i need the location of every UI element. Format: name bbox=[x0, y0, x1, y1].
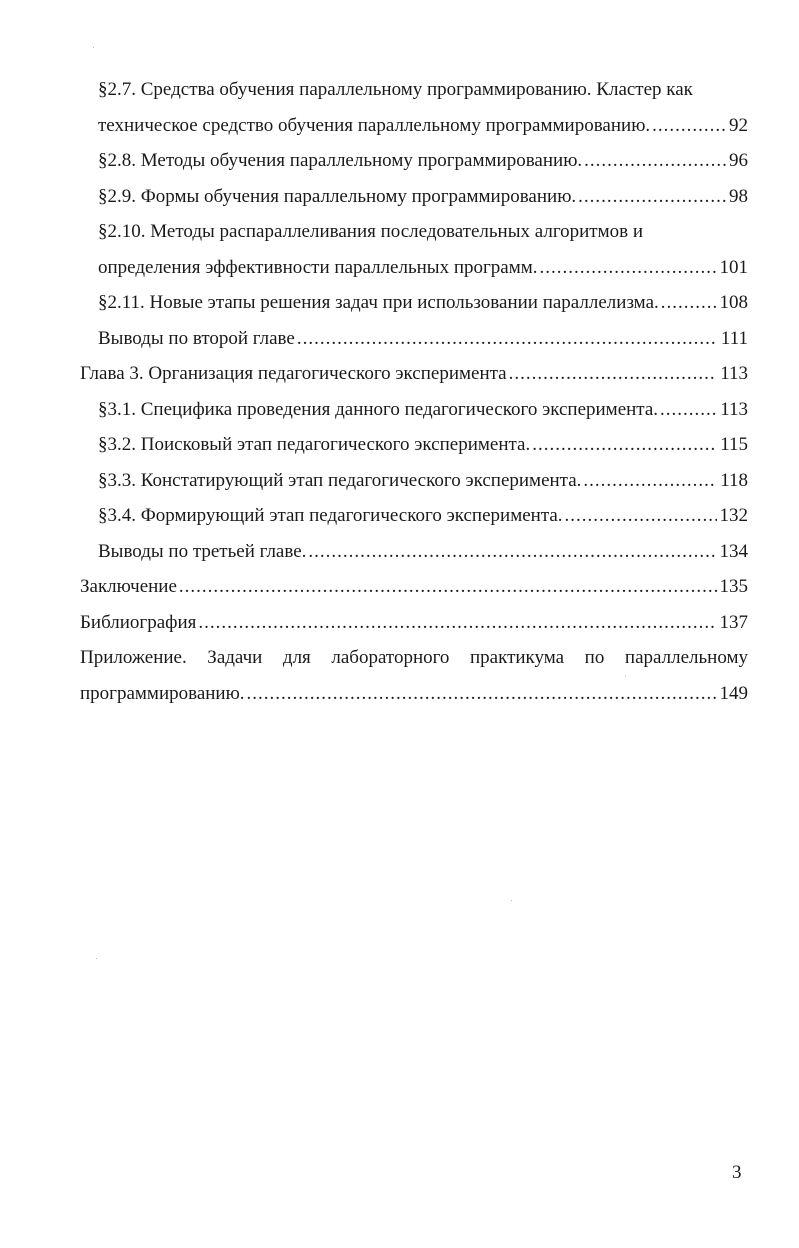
dot-leader bbox=[198, 605, 716, 641]
table-of-contents bbox=[80, 72, 748, 711]
dot-leader bbox=[247, 676, 717, 712]
toc-entry-title: §2.10. Методы распараллеливания последовательных алгоритмов и bbox=[98, 221, 644, 242]
toc-entry-2-8 bbox=[80, 143, 748, 179]
dot-leader bbox=[584, 143, 726, 179]
toc-entry-page: 98 bbox=[729, 185, 748, 207]
toc-entry-title: §3.3. Констатирующий этап педагогического эксперимента. bbox=[98, 469, 582, 491]
toc-entry-page: 96 bbox=[729, 150, 748, 171]
toc-entry-title: программированию. bbox=[80, 682, 245, 704]
toc-entry-2-7 bbox=[80, 108, 748, 144]
toc-entry-3-4 bbox=[80, 498, 748, 534]
toc-entry-2-9 bbox=[80, 179, 748, 215]
toc-entry-conclusion bbox=[80, 569, 748, 605]
toc-entry-2-10 bbox=[80, 250, 748, 286]
toc-entry-title: Заключение bbox=[80, 576, 177, 597]
toc-entry-title: §2.11. Новые этапы решения задач при использовании параллелизма. bbox=[98, 292, 659, 313]
toc-entry-page: 111 bbox=[720, 327, 748, 349]
toc-entry-page: 113 bbox=[720, 363, 748, 384]
toc-entry-page: 135 bbox=[719, 576, 748, 597]
toc-entry-page: 137 bbox=[719, 611, 748, 633]
toc-entry-page: 108 bbox=[719, 292, 748, 313]
toc-entry-page: 113 bbox=[720, 398, 748, 420]
toc-entry-title: Глава 3. Организация педагогического эксперимента bbox=[80, 363, 507, 384]
toc-entry-page: 118 bbox=[720, 469, 748, 491]
scan-speck bbox=[96, 958, 97, 959]
toc-entry-2-7-line1 bbox=[80, 72, 748, 108]
dot-leader bbox=[532, 427, 717, 463]
toc-entry-page: 149 bbox=[719, 682, 748, 704]
scan-speck bbox=[625, 676, 626, 677]
dot-leader bbox=[179, 569, 717, 605]
toc-entry-page: 115 bbox=[720, 434, 748, 455]
toc-entry-title: Выводы по второй главе bbox=[98, 327, 295, 349]
toc-entry-3-2 bbox=[80, 427, 748, 463]
scan-speck bbox=[93, 47, 94, 48]
dot-leader bbox=[660, 392, 717, 428]
toc-entry-chapter-3 bbox=[80, 356, 748, 392]
toc-entry-page: 92 bbox=[729, 114, 748, 136]
dot-leader bbox=[661, 285, 717, 321]
dot-leader bbox=[308, 534, 716, 570]
toc-entry-bibliography bbox=[80, 605, 748, 641]
dot-leader bbox=[652, 108, 726, 144]
toc-entry-title: §2.8. Методы обучения параллельному программированию. bbox=[98, 150, 583, 171]
toc-entry-title: §3.4. Формирующий этап педагогического эксперимента. bbox=[98, 505, 563, 526]
dot-leader bbox=[297, 321, 718, 357]
scan-speck bbox=[511, 900, 512, 901]
toc-entry-page: 132 bbox=[719, 505, 748, 526]
toc-entry-title: Приложение. Задачи для лабораторного практикума по параллельному bbox=[80, 647, 748, 668]
dot-leader bbox=[540, 250, 717, 286]
toc-entry-title: §3.1. Специфика проведения данного педагогического эксперимента. bbox=[98, 398, 659, 420]
toc-entry-page: 101 bbox=[719, 256, 748, 278]
toc-entry-title: Выводы по третьей главе. bbox=[98, 540, 307, 562]
toc-entry-page: 134 bbox=[719, 540, 748, 562]
toc-entry-appendix bbox=[80, 676, 748, 712]
toc-entry-title: Библиография bbox=[80, 611, 197, 633]
toc-entry-title: §2.7. Средства обучения параллельному программированию. Кластер как bbox=[98, 79, 693, 100]
toc-entry-title: §2.9. Формы обучения параллельному программированию. bbox=[98, 185, 577, 207]
dot-leader bbox=[509, 356, 718, 392]
toc-entry-3-1 bbox=[80, 392, 748, 428]
page-number: 3 bbox=[732, 1162, 742, 1183]
toc-entry-3-3 bbox=[80, 463, 748, 499]
toc-entry-title: техническое средство обучения параллельному программированию. bbox=[98, 114, 651, 136]
dot-leader bbox=[565, 498, 717, 534]
toc-entry-chapter3-conclusions bbox=[80, 534, 748, 570]
dot-leader bbox=[578, 179, 726, 215]
toc-entry-chapter2-conclusions bbox=[80, 321, 748, 357]
toc-entry-title: определения эффективности параллельных программ. bbox=[98, 256, 538, 278]
toc-entry-title: §3.2. Поисковый этап педагогического эксперимента. bbox=[98, 434, 531, 455]
toc-entry-appendix-line1 bbox=[80, 640, 748, 676]
dot-leader bbox=[583, 463, 717, 499]
toc-entry-2-11 bbox=[80, 285, 748, 321]
toc-entry-2-10-line1 bbox=[80, 214, 748, 250]
